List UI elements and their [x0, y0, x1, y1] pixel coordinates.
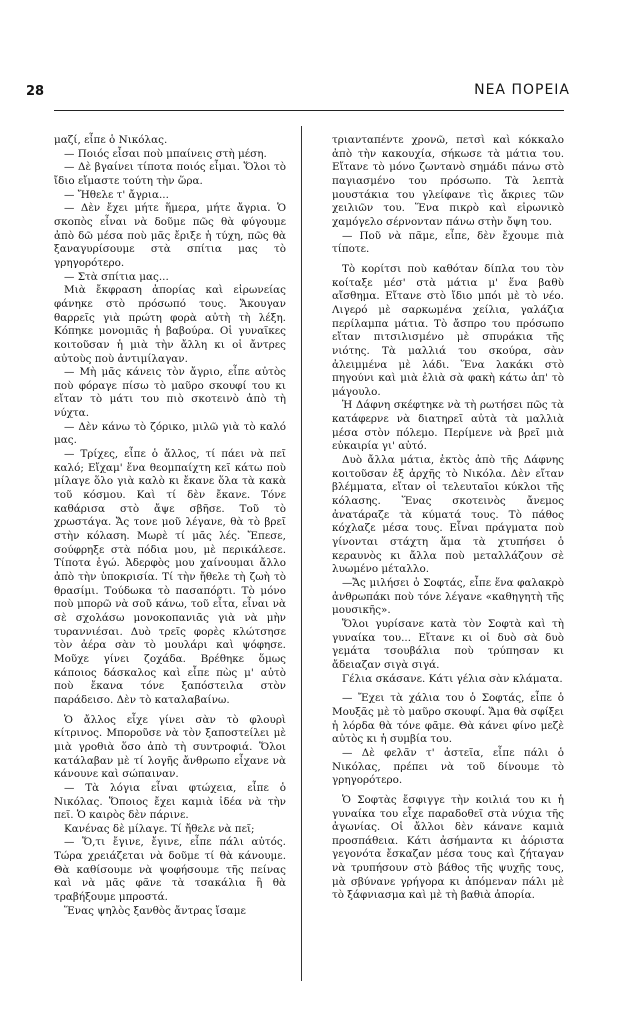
page-header	[26, 82, 570, 104]
left-column	[54, 134, 286, 918]
right-column	[332, 134, 564, 903]
paragraph: μαζί, εἶπε ὁ Νικόλας.	[54, 134, 168, 146]
page-number: 28	[26, 84, 45, 99]
paragraph: — Στὰ σπίτια μας...	[64, 270, 169, 283]
paragraph: Ὁ Σοφτὰς ἔσφιγγε τὴν κοιλιά του κι ἡ γυναίκα του εἶχε παραδοθεῖ στὰ νύχια τῆς ἀγωνίας. Οἱ ἄλλοι δὲν κάνανε καμιὰ προσπάθεια. Κάτι ἀσήμαντα κι ἀόριστα γεγονότα ἔσκαζαν μέσα τους καὶ ζήταγαν νὰ τρυπήσουν στὸ βάθος τῆς ψυχῆς τους, μὰ σβύνανε γρήγορα κι ἀπόμεναν πάλι μὲ τὸ ξάφνιασμα καὶ μὲ τὴ βαθιὰ ἀπορία.	[332, 793, 564, 902]
paragraph: Κανένας δὲ μίλαγε. Τί ἤθελε νὰ πεῖ;	[64, 822, 255, 835]
journal-title: ΝΕΑ ΠΟΡΕΙΑ	[474, 82, 570, 98]
paragraph: — Ὅ,τι ἔγινε, ἔγινε, εἶπε πάλι αὐτός. Τώρα χρειάζεται νὰ δοῦμε τί θὰ κάνουμε. Θὰ καθίσουμε νὰ ψοφήσουμε τῆς πείνας καὶ νὰ μᾶς φᾶνε τὰ τσακάλια ἢ θὰ τραβήξουμε μπροστά.	[54, 836, 286, 904]
paragraph: —Ἄς μιλήσει ὁ Σοφτάς, εἶπε ἕνα φαλακρὸ ἀνθρωπάκι ποὺ τόνε λέγανε «καθηγητὴ τῆς μουσικῆς».	[332, 577, 564, 617]
paragraph: Δυὸ ἄλλα μάτια, ἐκτὸς ἀπὸ τῆς Δάφνης κοιτοῦσαν ἐξ ἀρχῆς τὸ Νικόλα. Δὲν εἴταν βλέμματα, εἴταν οἱ τελευταῖοι κύκλοι τῆς κόλασης. Ἕνας σκοτεινὸς ἄνεμος ἀνατάραζε τὰ κύματά τους. Τὸ πάθος κόχλαζε μέσα τους. Εἶναι πράγματα ποὺ γίνονται στάχτη ἅμα τὰ χτυπήσει ὁ κεραυνὸς κι ἄλλα ποὺ μεταλλάζουν σὲ λυωμένο μέταλλο.	[332, 454, 564, 576]
paragraph: Ἡ Δάφνη σκέφτηκε νὰ τὴ ρωτήσει πῶς τὰ κατάφερνε νὰ διατηρεῖ αὐτὰ τὰ μαλλιὰ μέσα στὸν πόλεμο. Περίμενε νὰ βρεῖ μιὰ εὐκαιρία γι' αὐτό.	[332, 399, 564, 453]
paragraph: Μιὰ ἔκφραση ἀπορίας καὶ εἰρωνείας φάνηκε στὸ πρόσωπό τους. Ἄκουγαν θαρρεῖς γιὰ πρώτη φορὰ αὐτὴ τὴ λέξη. Κόπηκε μονομιᾶς ἡ βαβούρα. Οἱ γυναῖκες κοιτοῦσαν ἡ μιὰ τὴν ἄλλη κι οἱ ἄντρες αὐτοὺς ποὺ ἀντιμίλαγαν.	[54, 284, 286, 365]
paragraph: Ὁ ἄλλος εἶχε γίνει σὰν τὸ φλουρὶ κίτρινος. Μποροῦσε νὰ τὸν ξαποστείλει μὲ μιὰ γροθιὰ ὅσο ἀπὸ τὴ συντροφιά. Ὅλοι κατάλαβαν μὲ τί λογῆς ἄνθρωπο εἶχανε νὰ κάνουνε καὶ σώπαιναν.	[54, 713, 286, 781]
paragraph: — Ποῦ νὰ πᾶμε, εἶπε, δὲν ἔχουμε πιὰ τίποτε.	[332, 229, 564, 256]
paragraph: Τὸ κορίτσι ποὺ καθόταν δίπλα του τὸν κοίταξε μέσ' στὰ μάτια μ' ἕνα βαθὺ αἴσθημα. Εἴτανε στὸ ἴδιο μπόι μὲ τὸ νέο. Λιγερό μὲ σαρκωμένα χείλια, γαλάζια περίλαμπα μάτια. Τὸ ἄσπρο του πρόσωπο εἴταν πιτσιλισμένο μὲ σπυράκια τῆς νιότης. Τὰ μαλλιά του σκούρα, σὰν ἀλειμμένα μὲ λάδι. Ἕνα λακάκι στὸ πηγούνι καὶ μιὰ ἐλιὰ σὰ φακὴ κάτω ἀπ' τὸ μάγουλο.	[332, 262, 564, 398]
paragraph: — Ποιός εἶσαι ποὺ μπαίνεις στὴ μέση.	[64, 147, 267, 160]
paragraph: Γέλια σκάσανε. Κάτι γέλια σὰν κλάματα.	[342, 672, 563, 685]
paragraph: — Τρίχες, εἶπε ὁ ἄλλος, τί πάει νὰ πεῖ καλό; Εἴχαμ' ἕνα θεομπαίχτη κεῖ κάτω ποὺ μίλαγε ὅλο γιὰ καλὸ κι ἔκανε ὅλα τὰ κακὰ τοῦ κόσμου. Καὶ τί δὲν ἔκανε. Τόνε καθάρισα στὸ ἄψε σβῆσε. Τοῦ τὸ χρωστάγα. Ἄς τονε μοῦ λέγανε, θὰ τὸ βρεῖ στὴν κόλαση. Μωρὲ τί μᾶς λές. Ἔπεσε, σούφρηξε στὰ πόδια μου, μὲ περικάλεσε. Τίποτα ἐγώ. Ἀδερφὸς μου χαίνουμαι ἄλλο ἀπὸ τὴν ὑποκρισία. Τί τὴν ἤθελε τὴ ζωὴ τὸ θρασίμι. Τούδωκα τὸ πασαπόρτι. Τὸ μόνο ποὺ μπορῶ νὰ σοῦ κάνω, τοῦ εἶτα, εἶναι νὰ σὲ σχολάσω μονοκοπανιᾶς γιὰ νὰ μὴν τυραννιέσαι. Δυὸ τρεῖς φορὲς κλώτσησε τὸν ἀέρα σὰν τὸ μουλάρι καὶ ψόφησε. Μοῦχε γίνει ζοχάδα. Βρέθηκε ὅμως κάποιος δάσκαλος καὶ εἶπε πὼς μ' αὐτὸ ποὺ ἔκανα τόνε ξαπόστειλα στὸν παράδεισο. Δὲν τὸ καταλαβαίνω.	[54, 448, 286, 706]
column-divider	[301, 126, 302, 981]
paragraph: τριανταπέντε χρονῶ, πετσὶ καὶ κόκκαλο ἀπὸ τὴν κακουχία, σήκωσε τὰ μάτια του. Εἴτανε τὸ μόνο ζωντανὸ σημάδι πάνω στὸ παγιασμένο του πρόσωπο. Τὰ λεπτὰ μουστάκια του γλείφανε τὶς ἄκριες τῶν χειλιῶν του. Ἕνα πικρὸ καὶ εἰρωνικὸ χαμόγελο σέρνονταν πάνω στὴν ὄψη του.	[332, 134, 564, 228]
paragraph: — Ἤθελε τ' ἄγρια...	[64, 188, 169, 201]
paragraph: Ἕνας ψηλὸς ξανθὸς ἄντρας ἴσαμε	[64, 904, 246, 917]
paragraph: — Δὲ βγαίνει τίποτα ποιός εἶμαι. Ὅλοι τὸ ἴδιο εἴμαστε τούτη τὴν ὥρα.	[54, 161, 286, 187]
paragraph: — Τὰ λόγια εἶναι φτώχεια, εἶπε ὁ Νικόλας. Ὅποιος ἔχει καμιὰ ἰδέα νὰ τὴν πεῖ. Ὁ καιρὸς δὲν πάρινε.	[54, 781, 286, 822]
paragraph: — Ἔχει τὰ χάλια του ὁ Σοφτάς, εἶπε ὁ Μουξᾶς μὲ τὸ μαῦρο σκουφί. Ἅμα θὰ σφίξει ἡ λόρδα θὰ τόνε φᾶμε. Θὰ κάνει φίνο μεζὲ αὐτὸς κι ἡ συμβία του.	[332, 692, 564, 746]
header-rule	[54, 110, 564, 111]
paragraph: Ὅλοι γυρίσανε κατὰ τὸν Σοφτὰ καὶ τὴ γυναίκα του... Εἴτανε κι οἱ δυὸ σὰ δυὸ γεμάτα τσουβάλια ποὺ τρύπησαν κι ἄδειαζαν σιγὰ σιγά.	[332, 617, 564, 671]
paragraph: — Μὴ μᾶς κάνεις τὸν ἄγριο, εἶπε αὐτὸς ποὺ φόραγε πίσω τὸ μαῦρο σκουφί του κι εἴταν τὸ μάτι του πιὸ σκοτεινὸ ἀπὸ τὴ νύχτα.	[54, 366, 286, 420]
paragraph: — Δὲν ἔχει μήτε ἥμερα, μήτε ἄγρια. Ὁ σκοπὸς εἶναι νὰ δοῦμε πῶς θὰ φύγουμε ἀπὸ δῶ μέσα ποὺ μᾶς ἔριξε ἡ τύχη, πῶς θὰ ξαναγυρίσουμε στὰ σπίτια μας τὸ γρηγορότερο.	[54, 202, 286, 269]
paragraph: — Δὲν κάνω τὸ ζόρικο, μιλῶ γιὰ τὸ καλό μας.	[54, 420, 286, 447]
paragraph: — Δὲ φελᾶν τ' ἀστεῖα, εἶπε πάλι ὁ Νικόλας, πρέπει νὰ τοῦ δίνουμε τὸ γρηγορότερο.	[332, 746, 564, 787]
